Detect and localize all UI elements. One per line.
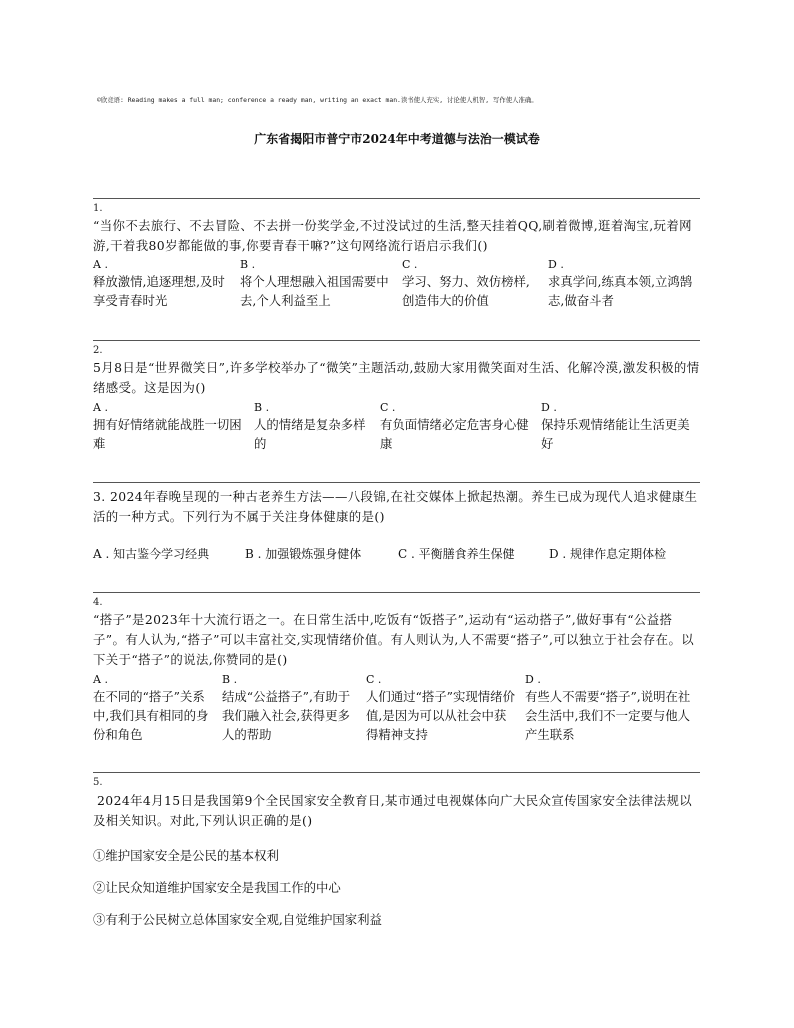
option-letter: D . — [525, 673, 541, 686]
option-letter: B . — [245, 547, 262, 561]
option-letter: A . — [93, 547, 110, 561]
option-d[interactable] — [541, 401, 701, 453]
question-number: 1. — [93, 203, 103, 214]
option-a[interactable] — [93, 673, 218, 744]
page-title: 广东省揭阳市普宁市2024年中考道德与法治一模试卷 — [254, 132, 540, 146]
option-b[interactable] — [254, 401, 370, 453]
option-c[interactable] — [402, 258, 542, 310]
option-letter: C . — [398, 547, 415, 561]
option-letter: D . — [548, 258, 564, 271]
option-letter: B . — [254, 401, 270, 414]
option-text: 学习、努力、效仿榜样,创造伟大的价值 — [402, 274, 530, 308]
question-text: “搭子”是2023年十大流行语之一。在日常生活中,吃饭有“饭搭子”,运动有“运动搭子”,做好事有“公益搭子”。有人认为,“搭子”可以丰富社交,实现情绪价值。有人则认为,人不需要“搭子”,可以独立于社会存在。以下关于“搭子”的说法,你赞同的是() — [93, 612, 695, 667]
question-divider — [93, 772, 700, 773]
question-text: 5月8日是“世界微笑日”,许多学校举办了“微笑”主题活动,鼓励大家用微笑面对生活、化解冷漠,激发积极的情绪感受。这是因为() — [93, 360, 700, 395]
option-letter: C . — [380, 401, 396, 414]
option-d[interactable] — [549, 545, 666, 563]
option-text: 在不同的“搭子”关系中,我们具有相同的身份和角色 — [93, 689, 209, 742]
option-a[interactable] — [93, 545, 209, 563]
option-text: 求真学问,练真本领,立鸿鹄志,做奋斗者 — [548, 274, 693, 308]
question-text: 2024年4月15日是我国第9个全民国家安全教育日,某市通过电视媒体向广大民众宣传国家安全法律法规以及相关知识。对此,下列认识正确的是() — [93, 793, 693, 828]
option-c[interactable] — [398, 545, 515, 563]
option-b[interactable] — [245, 545, 361, 563]
option-letter: C . — [402, 258, 418, 271]
option-text: 保持乐观情绪能让生活更美好 — [541, 417, 690, 451]
option-letter: A . — [93, 673, 108, 686]
question-divider — [93, 198, 700, 199]
option-letter: B . — [240, 258, 256, 271]
option-letter: A . — [93, 401, 108, 414]
question-text: 3. 2024年春晚呈现的一种古老养生方法——八段锦,在社交媒体上掀起热潮。养生已成为现代人追求健康生活的一种方式。下列行为不属于关注身体健康的是() — [93, 489, 698, 524]
question-number: 2. — [93, 345, 103, 356]
question-divider — [93, 482, 700, 483]
option-text: 拥有好情绪就能战胜一切困难 — [93, 417, 242, 451]
question-divider — [93, 340, 700, 341]
option-text: 平衡膳食养生保健 — [418, 547, 515, 561]
option-letter: D . — [549, 547, 567, 561]
question-number: 4. — [93, 597, 103, 608]
header-quote: ©欣竞语: Reading makes a full man; conference a ready man, writing an exact man.读书使人充实, 讨论使人机智, 写作使人准确。 — [97, 96, 538, 104]
option-b[interactable] — [222, 673, 358, 744]
option-c[interactable] — [380, 401, 532, 453]
option-letter: A . — [93, 258, 108, 271]
question-divider — [93, 592, 700, 593]
option-text: 规律作息定期体检 — [570, 547, 667, 561]
statement-2: ②让民众知道维护国家安全是我国工作的中心 — [93, 880, 341, 895]
option-text: 人的情绪是复杂多样的 — [254, 417, 366, 451]
option-letter: C . — [366, 673, 382, 686]
statement-3: ③有利于公民树立总体国家安全观,自觉维护国家利益 — [93, 912, 382, 927]
options-row — [93, 545, 700, 563]
option-text: 将个人理想融入祖国需要中去,个人利益至上 — [240, 274, 389, 308]
option-text: 人们通过“搭子”实现情绪价值,是因为可以从社会中获得精神支持 — [366, 689, 515, 742]
option-text: 加强锻炼强身健体 — [265, 547, 362, 561]
option-a[interactable] — [93, 401, 245, 453]
question-text: “当你不去旅行、不去冒险、不去拼一份奖学金,不过没试过的生活,整天挂着QQ,刷着微博,逛着淘宝,玩着网游,干着我80岁都能做的事,你要青春干嘛?”这句网络流行语启示我们() — [93, 218, 692, 253]
option-c[interactable] — [366, 673, 518, 744]
option-letter: B . — [222, 673, 238, 686]
statement-1: ①维护国家安全是公民的基本权利 — [93, 848, 279, 863]
question-number: 5. — [93, 777, 103, 788]
option-d[interactable] — [525, 673, 691, 744]
option-b[interactable] — [240, 258, 392, 310]
option-text: 知古鉴今学习经典 — [113, 547, 210, 561]
option-text: 有些人不需要“搭子”,说明在社会生活中,我们不一定要与他人产生联系 — [525, 689, 691, 742]
option-text: 释放激情,追逐理想,及时享受青春时光 — [93, 274, 225, 308]
option-text: 有负面情绪必定危害身心健康 — [380, 417, 529, 451]
option-a[interactable] — [93, 258, 228, 310]
option-letter: D . — [541, 401, 557, 414]
option-d[interactable] — [548, 258, 702, 310]
option-text: 结成“公益搭子”,有助于我们融入社会,获得更多人的帮助 — [222, 689, 351, 742]
